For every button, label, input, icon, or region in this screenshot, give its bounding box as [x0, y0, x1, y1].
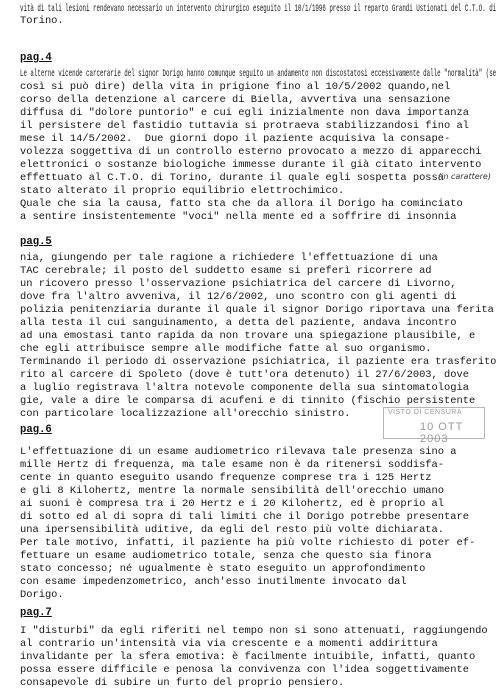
text-line: con esame impedenzometrico, anch'esso inutilmente invocato dal	[20, 576, 407, 588]
censorship-stamp	[383, 407, 485, 445]
text-line: corso della detenzione al carcere di Biella, avvertiva una sensazione	[20, 94, 451, 106]
stamp-date: 10 OTT 2003	[420, 421, 464, 445]
text-line: stato alterato il proprio equilibrio elettrochimico.	[20, 185, 345, 197]
section-heading-pag7: pag.7	[20, 607, 52, 619]
intro-line: vità di tali lesioni rendevano necessario un intervento chirurgico eseguito il 10/1/1996 presso il reparto Grandi Ustionati del C.T.O. di	[20, 3, 497, 15]
text-line: e gli 8 Kilohertz, mentre la normale sensibilità dell'orecchio umano	[20, 485, 445, 497]
text-line: stato concesso; né ugualmente è stato eseguito un approfondimento	[20, 563, 426, 575]
text-line: invalidante per la sfera emotiva: è facilmente intuibile, infatti, quanto	[20, 651, 476, 663]
text-line: mille Hertz di frequenza, ma tale esame non è da ritenersi soddisfa-	[20, 459, 445, 471]
text-line: a luglio registrava l'altra notevole componente della sua sintomatologia	[20, 382, 469, 394]
text-line: dove fra l'altro avveniva, il 12/6/2002, uno scontro con gli agenti di	[20, 291, 457, 303]
text-line: L'effettuazione di un esame audiometrico rilevava tale presenza sino a	[20, 446, 457, 458]
text-line: volezza soggettiva di un controllo esterno provocato a mezzo di apparecchi	[20, 146, 482, 158]
text-line: un ricovero presso l'osservazione psichiatrica del carcere di Livorno,	[20, 278, 457, 290]
section-heading-pag4: pag.4	[20, 52, 52, 64]
text-line: diffusa di "dolore puntorio" e cui egli inizialmente non dava importanza	[20, 107, 469, 119]
text-line: fettuare un esame audiometrico totale, senza che questo sia finora	[20, 550, 432, 562]
text-line: rito al carcere di Spoleto (dove è tutt'ora detenuto) il 27/6/2003, dove	[20, 369, 469, 381]
text-line: Dorigo.	[20, 589, 64, 601]
text-line: TAC cerebrale; il posto del suddetto esame si preferì ricorrere ad	[20, 265, 432, 277]
text-line: mese il 14/5/2002. Due giorni dopo il paziente acquisiva la consape-	[20, 133, 451, 145]
text-line: al contrario un'intensità via via crescente e a momenti addirittura	[20, 638, 438, 650]
text-line: Quale che sia la causa, fatto sta che da allora il Dorigo ha cominciato	[20, 198, 463, 210]
text-line: Terminando il periodo di osservazione psichiatrica, il paziente era trasferito	[20, 356, 497, 368]
text-line: consapevole di subire un furto del proprio pensiero.	[20, 677, 345, 689]
text-line: possa essere difficile e penosa la convivenza con l'idea soggettivamente	[20, 664, 469, 676]
text-line: nia, giungendo per tale ragione a richiedere l'effettuazione di una	[20, 252, 438, 264]
text-line: a sentire insistentemente "voci" nella mente ed a soffrire di insonnia	[20, 211, 457, 223]
text-line: con particolare localizzazione all'orecchio sinistro.	[20, 408, 351, 420]
text-line: gie, vale a dire le comparsa di acufeni e di tinnito (fischio persistente	[20, 395, 476, 407]
section-heading-pag5: pag.5	[20, 236, 52, 248]
text-line: cente in quanto eseguito usando frequenze comprese tra i 125 Hertz	[20, 472, 432, 484]
text-line: che egli attribuisce sempre alle modifiche fatte al suo organismo.	[20, 343, 432, 355]
section-heading-pag6: pag.6	[20, 424, 52, 436]
text-line: così si può dire) della vita in prigione fino al 10/5/2002 quando,nel	[20, 81, 451, 93]
text-line: effettuato al C.T.O. di Torino, durante il quale egli sospetta possa	[20, 172, 445, 184]
text-line: una ipersensibilità uditive, da egli del resto più volte dichiarata.	[20, 524, 445, 536]
stamp-label: VISTO DI CENSURA	[388, 409, 462, 416]
text-line: I "disturbi" da egli riferiti nel tempo non si sono attenuati, raggiungendo	[20, 625, 488, 637]
text-line: alla testa il cui sanguinamento, a detta del paziente, andava incontro	[20, 317, 457, 329]
text-line: ai suoni è compresa tra i 20 Hertz e i 20 Kilohertz, ed è proprio al	[20, 498, 445, 510]
text-line: Le alterne vicende carcerarie del signor Dorigo hanno comunque seguito un andamento non discostatosi eccessivamente dalle "normalità" (se	[20, 68, 497, 80]
margin-handwritten-note: (in carattere)	[438, 172, 491, 181]
text-line: di sotto ed al di sopra di tali limiti che il Dorigo potrebbe presentare	[20, 511, 469, 523]
intro-line: Torino.	[20, 15, 64, 27]
text-line: il persistere del fastidio tuttavia si protraeva stabilizzandosi fino al	[20, 120, 469, 132]
text-line: elettronici o sostanze biologiche immesse durante il già citato intervento	[20, 159, 482, 171]
text-line: ad una emostasi tanto rapida da non trovare una spiegazione plausibile, e	[20, 330, 476, 342]
text-line: Per tale motivo, infatti, il paziente ha più volte richiesto di poter ef-	[20, 537, 476, 549]
text-line: polizia penitenziaria durante il quale il signor Dorigo riportava una ferita	[20, 304, 494, 316]
